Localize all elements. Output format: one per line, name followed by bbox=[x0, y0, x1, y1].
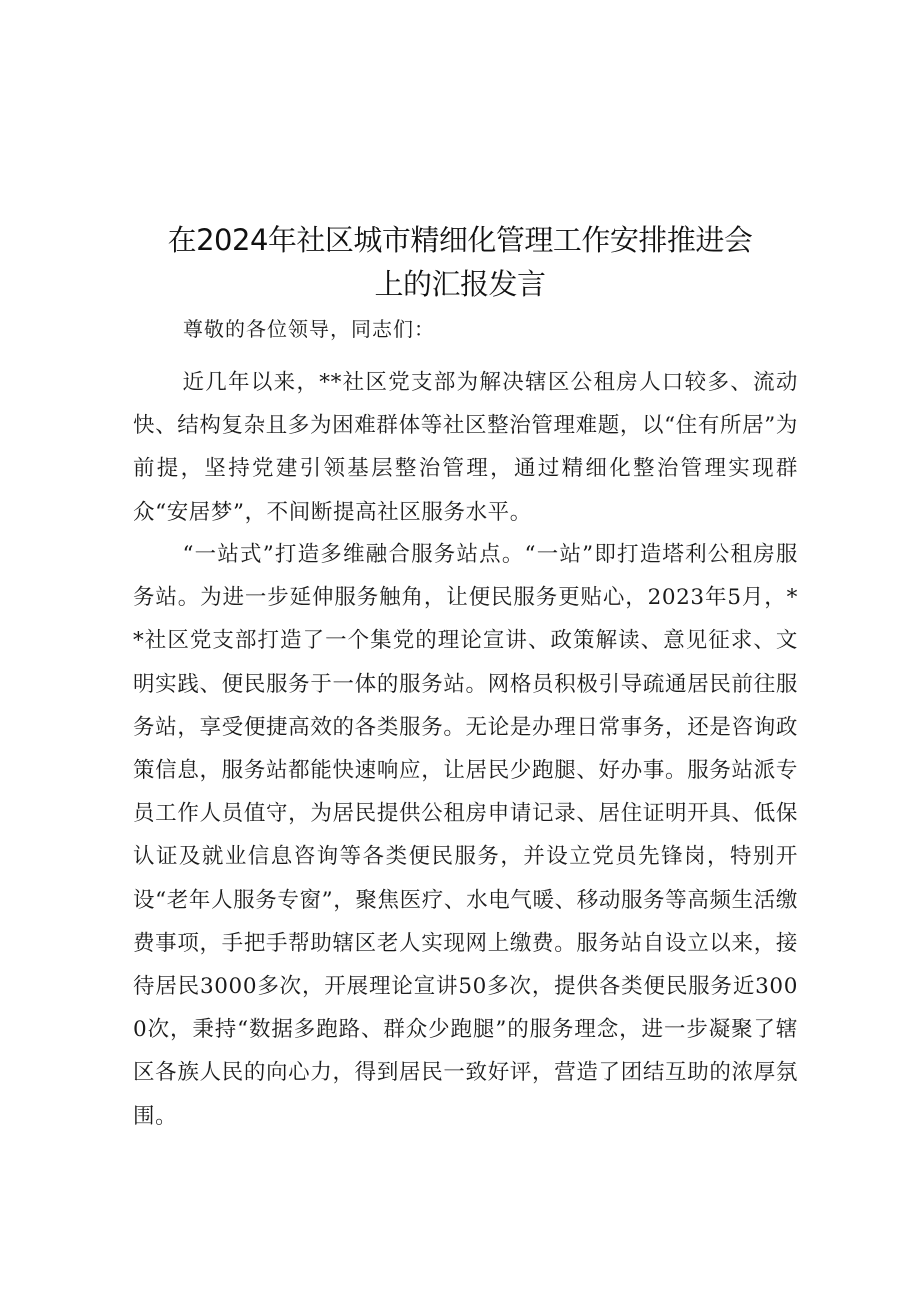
title-line-1: 在2024年社区城市精细化管理工作安排推进会 bbox=[167, 223, 753, 257]
body-paragraph-1: 近几年以来，**社区党支部为解决辖区公租房人口较多、流动快、结构复杂且多为困难群体等社区整治管理难题，以“住有所居”为前提，坚持党建引领基层整治管理，通过精细化整治管理实现群众“安居梦”，不间断提高社区服务水平。 bbox=[133, 370, 798, 525]
salutation: 尊敬的各位领导，同志们： bbox=[183, 317, 435, 341]
title-line-2: 上的汇报发言 bbox=[374, 267, 546, 301]
body-paragraph-2: “一站式”打造多维融合服务站点。“一站”即打造塔利公租房服务站。为进一步延伸服务触角，让便民服务更贴心，2023年5月，**社区党支部打造了一个集党的理论宣讲、政策解读、意见征求、文明实践、便民服务于一体的服务站。网格员积极引导疏通居民前往服务站，享受便捷高效的各类服务。无论是办理日常事务，还是咨询政策信息，服务站都能快速响应，让居民少跑腿、好办事。服务站派专员工作人员值守，为居民提供公租房申请记录、居住证明开具、低保认证及就业信息咨询等各类便民服务，并设立党员先锋岗，特别开设“老年人服务专窗”，聚焦医疗、水电气暖、移动服务等高频生活缴费事项，手把手帮助辖区老人实现网上缴费。服务站自设立以来，接待居民3000多次，开展理论宣讲50多次，提供各类便民服务近3000次，秉持“数据多跑路、群众少跑腿”的服务理念，进一步凝聚了辖区各族人民的向心力，得到居民一致好评，营造了团结互助的浓厚氛围。 bbox=[133, 542, 798, 1129]
document-title bbox=[130, 218, 790, 306]
